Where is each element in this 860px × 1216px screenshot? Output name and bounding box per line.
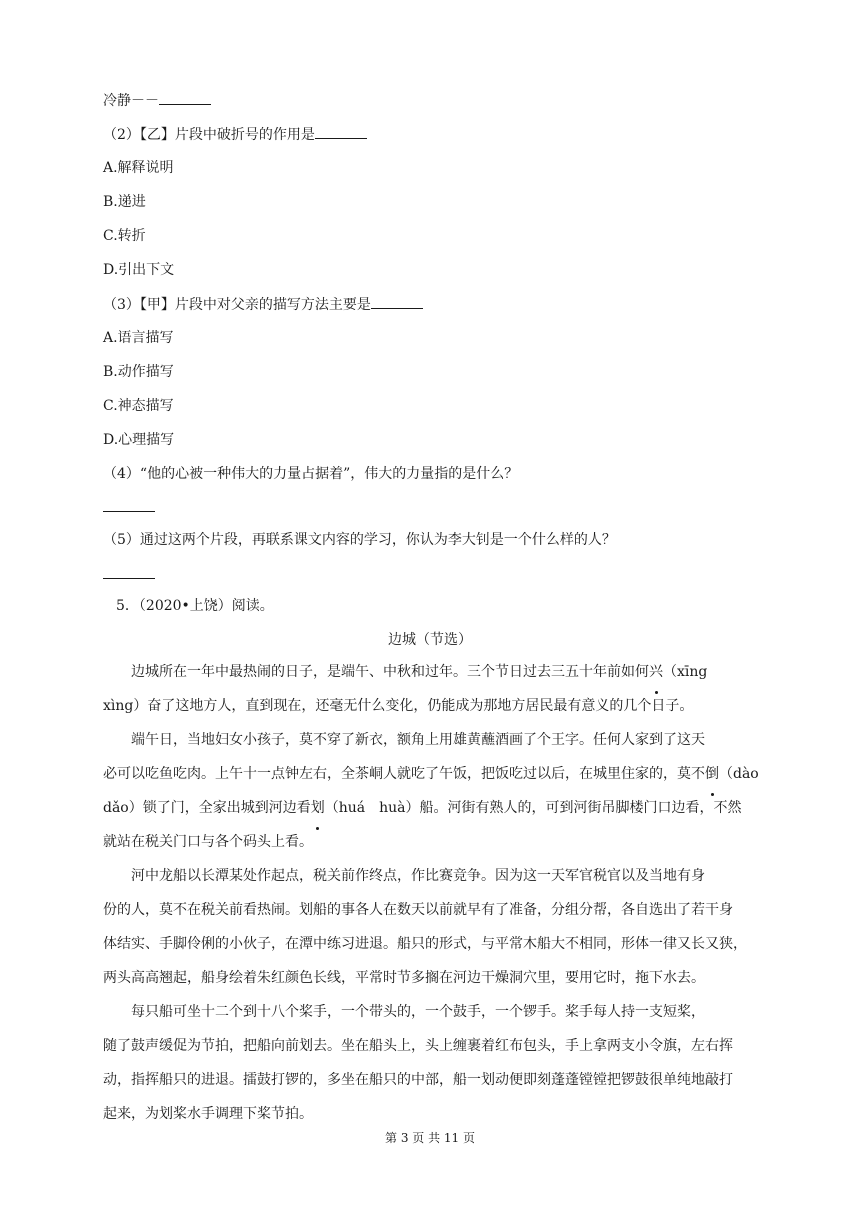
q4-sub3-option-a: A.语言描写 (103, 330, 174, 346)
q4-sub3-prompt-line (103, 294, 423, 315)
paragraph-line (103, 655, 807, 689)
q4-item1-line (103, 90, 211, 111)
paragraph-line: 体结实、手脚伶俐的小伙子，在潭中练习进退。船只的形式，与平常木船大不相同，形体一律又长又狭， (103, 936, 747, 952)
answer-blank[interactable] (315, 124, 367, 139)
paragraph-line (103, 791, 807, 825)
paragraph-line: xìng）奋了这地方人，直到现在，还毫无什么变化，仍能成为那地方居民最有意义的几个日子。 (103, 698, 694, 714)
paragraph-line (103, 757, 807, 791)
paragraph-line: 河中龙船以长潭某处作起点，税关前作终点，作比赛竞争。因为这一天军官税官以及当地有身 (131, 868, 705, 884)
page-number-footer: 第 3 页 共 11 页 (385, 1131, 475, 1145)
emphasized-char: 划 (311, 791, 325, 825)
passage-paragraph-2 (103, 723, 807, 859)
paragraph-line: 每只船可坐十二个到十八个桨手，一个带头的，一个鼓手，一个锣手。桨手每人持一支短桨， (131, 1004, 705, 1020)
emphasized-char: 兴 (649, 655, 663, 689)
emphasized-char: 倒 (705, 757, 719, 791)
answer-blank[interactable] (103, 578, 155, 579)
text-run: （huá huà）船。河街有熟人的，可到河街吊脚楼门口边看，不然 (324, 800, 742, 816)
text-run: 必可以吃鱼吃肉。上午十一点钟左右，全茶峒人就吃了午饭，把饭吃过以后，在城里住家的，莫不 (103, 766, 705, 782)
answer-blank[interactable] (159, 90, 211, 105)
q4-sub3-option-d: D.心理描写 (103, 432, 175, 448)
paragraph-line: 就站在税关门口与各个码头上看。 (103, 834, 313, 850)
q4-sub3-option-c: C.神态描写 (103, 398, 174, 414)
q5-header: 5．（2020•上饶）阅读。 (116, 598, 274, 614)
q4-sub3-prompt: （3）【甲】片段中对父亲的描写方法主要是 (103, 297, 371, 313)
paragraph-line: 起来，为划桨水手调理下桨节拍。 (103, 1106, 313, 1122)
q4-sub2-option-a: A.解释说明 (103, 160, 174, 176)
pinyin-annotation: （dào (719, 766, 759, 782)
q4-sub2-option-c: C.转折 (103, 228, 146, 244)
q4-sub5-prompt: （5）通过这两个片段，再联系课文内容的学习，你认为李大钊是一个什么样的人？ (103, 532, 616, 548)
paragraph-line: 动，指挥船只的进退。擂鼓打锣的，多坐在船只的中部，船一划动便即刻蓬蓬镗镗把锣鼓很单纯地敲打 (103, 1072, 733, 1088)
answer-blank[interactable] (371, 294, 423, 309)
q4-item1-end-text: 冷静－－ (103, 93, 159, 109)
q4-sub2-prompt-line (103, 124, 367, 145)
q4-sub3-option-b: B.动作描写 (103, 364, 174, 380)
text-run: dǎo）锁了门，全家出城到河边看 (103, 800, 311, 816)
pinyin-annotation: （xīng (663, 664, 708, 680)
passage-title: 边城（节选） (388, 632, 472, 648)
text-run: 边城所在一年中最热闹的日子，是端午、中秋和过年。三个节日过去三五十年前如何 (131, 664, 649, 680)
q4-sub2-prompt: （2）【乙】片段中破折号的作用是 (103, 127, 315, 143)
q4-sub2-option-b: B.递进 (103, 194, 146, 210)
paragraph-line: 份的人，莫不在税关前看热闹。划船的事各人在数天以前就早有了准备，分组分帮，各自选出了若干身 (103, 902, 733, 918)
paragraph-line: 端午日，当地妇女小孩子，莫不穿了新衣，额角上用雄黄蘸酒画了个王字。任何人家到了这天 (131, 732, 705, 748)
q4-sub4-prompt: （4）“他的心被一种伟大的力量占据着”，伟大的力量指的是什么？ (103, 466, 519, 482)
paragraph-line: 两头高高翘起，船身绘着朱红颜色长线，平常时节多搁在河边干燥洞穴里，要用它时，拖下水去。 (103, 970, 705, 986)
passage-paragraph-3 (103, 859, 807, 995)
paragraph-line: 随了鼓声缓促为节拍，把船向前划去。坐在船头上，头上缠裹着红布包头，手上拿两支小令旗，左右挥 (103, 1038, 733, 1054)
passage-paragraph-4 (103, 995, 807, 1131)
answer-blank[interactable] (103, 511, 155, 512)
q4-sub2-option-d: D.引出下文 (103, 262, 175, 278)
passage-paragraph-1 (103, 655, 807, 723)
